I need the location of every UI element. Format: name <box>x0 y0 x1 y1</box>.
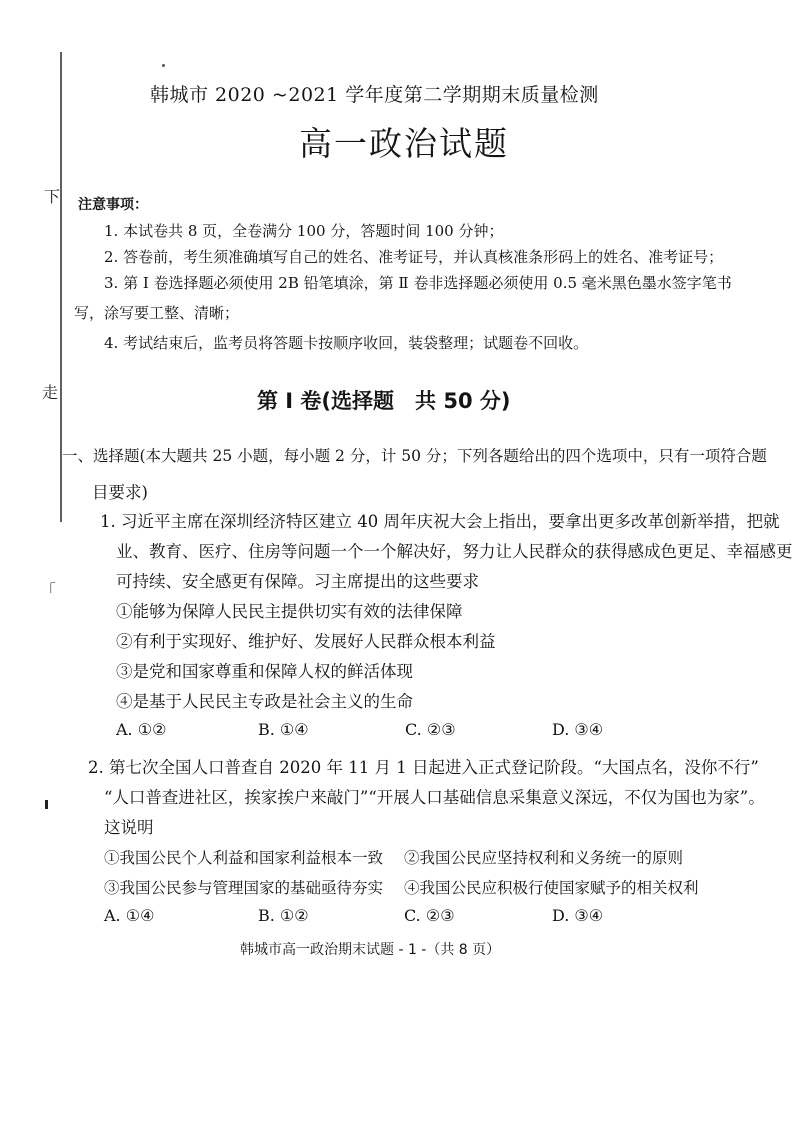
statement: ③我国公民参与管理国家的基础亟待夯实 <box>104 879 384 897</box>
choice-c: C. ②③ <box>405 720 456 739</box>
question-stem-line: “人口普查进社区，挨家挨户来敲门”“开展人口基础信息采集意义深远，不仅为国也为家”。 <box>104 788 765 807</box>
choice-d: D. ③④ <box>552 720 604 739</box>
page-footer: 韩城市高一政治期末试题 - 1 -（共 8 页） <box>240 942 501 958</box>
statement: ②我国公民应坚持权利和义务统一的原则 <box>404 849 684 867</box>
statement: ③是党和国家尊重和保障人权的鲜活体现 <box>116 662 413 681</box>
statement: ④是基于人民民主专政是社会主义的生命 <box>116 692 413 711</box>
question-stem-line: 1. 习近平主席在深圳经济特区建立 40 周年庆祝大会上指出，要拿出更多改革创新举措，把就 <box>100 512 780 531</box>
margin-mark-zou: 走 <box>42 383 59 402</box>
question-stem-line: 这说明 <box>104 818 154 837</box>
statement: ①能够为保障人民民主提供切实有效的法律保障 <box>116 602 463 621</box>
question-stem-line: 可持续、安全感更有保障。习主席提出的这些要求 <box>116 572 479 591</box>
choice-b: B. ①④ <box>258 720 309 739</box>
margin-mark-xia: 下 <box>44 187 61 206</box>
notes-item: 2. 答卷前，考生须准确填写自己的姓名、准考证号，并认真核准条形码上的姓名、准考证号； <box>104 248 724 266</box>
notes-item: 写，涂写要工整、清晰； <box>74 304 240 322</box>
notes-heading: 注意事项： <box>78 197 148 213</box>
subject-title: 高一政治试题 <box>299 124 509 163</box>
notes-item: 1. 本试卷共 8 页，全卷满分 100 分，答题时间 100 分钟； <box>104 222 504 240</box>
section-title: 第 Ⅰ 卷(选择题 共 50 分) <box>257 389 511 413</box>
margin-tick <box>45 800 48 809</box>
scan-speck <box>162 64 165 67</box>
notes-item: 3. 第 Ⅰ 卷选择题必须使用 2B 铅笔填涂，第 Ⅱ 卷非选择题必须使用 0.5 毫米黑色墨水签字笔书 <box>104 274 732 292</box>
question-stem-line: 2. 第七次全国人口普查自 2020 年 11 月 1 日起进入正式登记阶段。“大国点名，没你不行” <box>88 758 759 777</box>
choice-d: D. ③④ <box>552 906 604 925</box>
choice-a: A. ①② <box>116 720 167 739</box>
exam-header-title: 韩城市 2020 ~2021 学年度第二学期期末质量检测 <box>150 84 599 106</box>
choice-b: B. ①② <box>258 906 309 925</box>
notes-item: 4. 考试结束后，监考员将答题卡按顺序收回，装袋整理；试题卷不回收。 <box>104 334 589 352</box>
choice-c: C. ②③ <box>404 906 455 925</box>
statement: ②有利于实现好、维护好、发展好人民群众根本利益 <box>116 632 496 651</box>
instructions-line: 一、选择题(本大题共 25 小题，每小题 2 分，计 50 分；下列各题给出的四个选项中，只有一项符合题 <box>62 447 767 465</box>
instructions-line: 目要求) <box>92 483 148 502</box>
choice-a: A. ①④ <box>104 906 155 925</box>
question-stem-line: 业、教育、医疗、住房等问题一个一个解决好，努力让人民群众的获得感成色更足、幸福感更 <box>116 542 793 561</box>
statement: ④我国公民应积极行使国家赋予的相关权利 <box>404 879 699 897</box>
margin-mark-bracket: 「 <box>40 581 57 600</box>
statement: ①我国公民个人利益和国家利益根本一致 <box>104 849 384 867</box>
